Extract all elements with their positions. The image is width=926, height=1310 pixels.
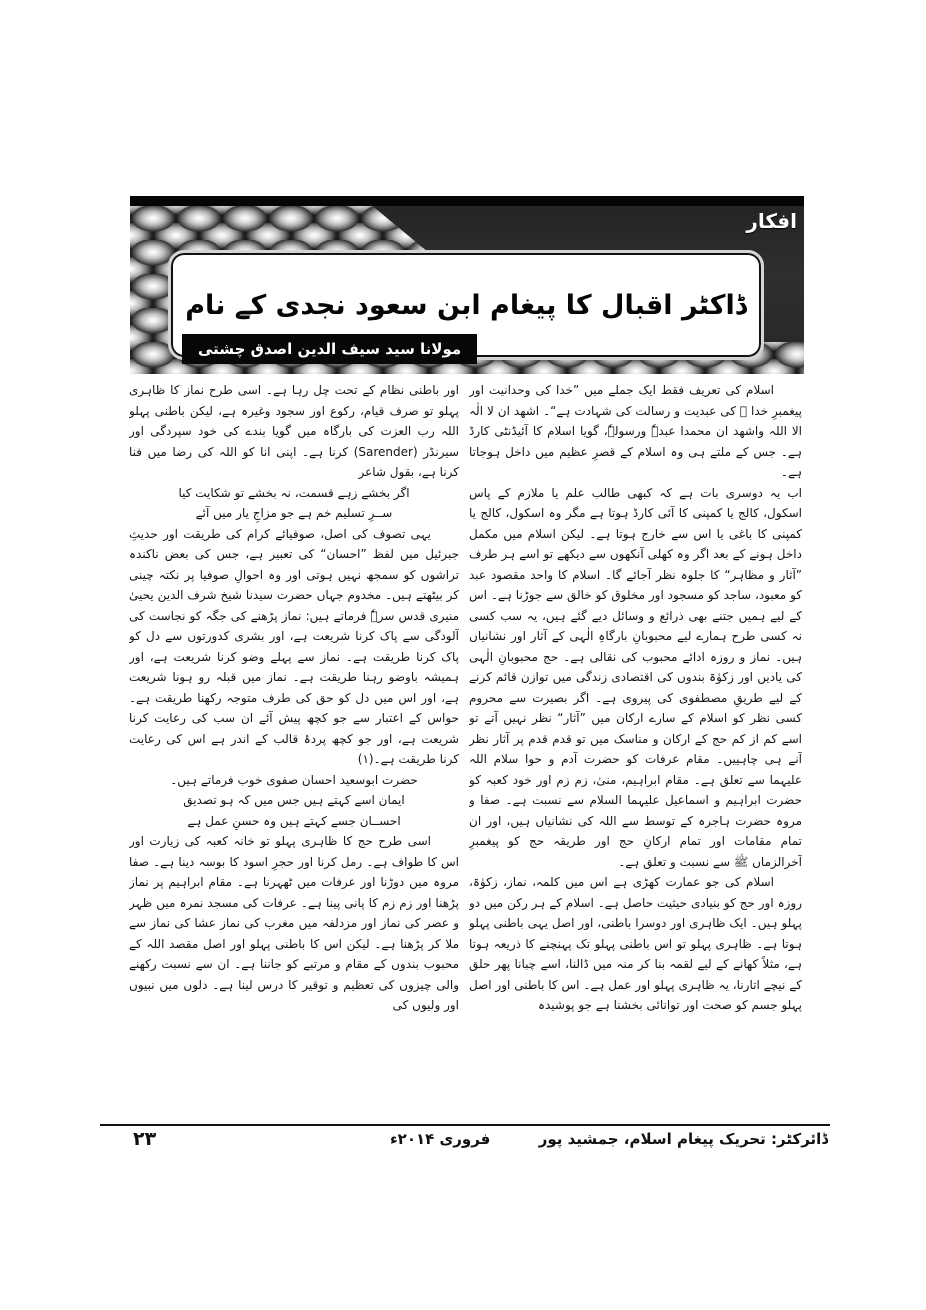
author-name: مولانا سید سیف الدین اصدق چشتی [182, 334, 477, 364]
section-label: افکار [746, 209, 797, 233]
article-block-para: اسی طرح حج کا ظاہری پہلو تو خانہ کعبہ کی زیارت اور اس کا طواف ہے۔ رمل کرنا اور حجرِ اسود کا بوسہ دینا ہے۔ صفا مروہ میں دوڑنا اور عرفات میں ٹھہرنا ہے۔ مقام ابراہیم پر نماز پڑھنا اور زم زم کا پانی پینا ہے۔ عرفات کی مسجد نمرہ میں ظہر و عصر کی نماز اور مزدلفہ میں مغرب کی نماز عشا کی نماز سے ملا کر پڑھنا ہے۔ لیکن اس کا باطنی پہلو اور اصل مقصد اللہ کے محبوب بندوں کے مقام و مرتبے کو جاننا ہے۔ ان سے نسبت رکھنے والی چیزوں کی تعظیم و توقیر کا درس لینا ہے۔ دلوں میں نبیوں اور ولیوں کی [129, 834, 459, 1012]
footer-byline: ڈائرکٹر: تحریک پیغام اسلام، جمشید پور [538, 1130, 828, 1148]
article-header-banner [130, 196, 804, 374]
footer-divider [100, 1124, 830, 1126]
article-block-para: اسلام کی تعریف فقط ایک جملے میں ”خدا کی وحدانیت اور پیغمبرِ خدا ﷺ کی عبدیت و رسالت کی شہادت ہے“۔ اشھد ان لا الٰہ الا اللہ واشھد ان محمدا عبدہٗ ورسولہٗ، گویا اسلام کا آئیڈنٹی کارڈ ہے۔ جس کے ملتے ہی وہ اسلام کے قصرِ عظیم میں داخل ہوجاتا ہے۔ [469, 383, 802, 479]
article-block-flow: اور باطنی نظام کے تحت چل رہا ہے۔ اسی طرح نماز کا ظاہری پہلو تو صرف قیام، رکوع اور سجود وغیرہ ہے، لیکن باطنی پہلو اللہ رب العزت کی بارگاہ میں گویا بندے کی خود سپردگی اور سیرنڈر (Sarender) کرنا ہے۔ اپنی انا کو اللہ کی رضا میں فنا کرنا ہے، بقول شاعر [129, 383, 459, 479]
article-title: ڈاکٹر اقبال کا پیغام ابن سعود نجدی کے نام [185, 289, 747, 321]
article-block-flow: اب یہ دوسری بات ہے کہ کبھی طالب علم یا ملازم کے پاس اسکول، کالج یا کمپنی کا آئی کارڈ ہوتا ہے مگر وہ اسکول، کالج یا کمپنی کا باغی یا اس سے خارج ہوتا ہے۔ لیکن اسلام میں مکمل داخل ہونے کے بعد اگر وہ کھلی آنکھوں سے دیکھے تو اسے ہر طرف ”آثار و مظاہر“ کا جلوہ نظر آجائے گا۔ اسلام کا واحد مقصود عبد کو معبود، ساجد کو مسجود اور مخلوق کو خالق سے جوڑنا ہے۔ اس کے لیے ہمیں جتنے بھی ذرائع و وسائل دیے گئے ہیں، یہ سب کسی نہ کسی طرح ہمارے لیے محبوبانِ بارگاہِ الٰہی کے آثار اور نشانیاں ہیں۔ نماز و روزہ ادائے محبوب کی نقالی ہے۔ حج محبوبانِ الٰہی کی یادیں اور زکوٰۃ بندوں کی اقتصادی زندگی میں توازن قائم کرنے کے لیے طریقِ مصطفوی کی پیروی ہے۔ اگر بصیرت سے محروم کسی نظر کو اسلام کے سارے ارکان میں ”آثار“ نظر نہیں آتے تو اسے کم از کم حج کے ارکان و مناسک میں تو قدم قدم پر آثار نظر آنے ہی چاہییں۔ مقام عرفات کو حضرت آدم و حوا سلام اللہ علیہما سے تعلق ہے۔ مقام ابراہیم، منیٰ، زم زم اور خود کعبہ کو حضرت ابراہیم و اسماعیل علیہما السلام سے نسبت ہے۔ صفا و مروہ حضرت ہاجرہ کے توسط سے اللہ کی نشانیاں ہیں، اور ان تمام مقامات اور تمام ارکانِ حج اور طریقہ حج کو پیغمبرِ آخرالزماں ﷺ سے نسبت و تعلق ہے۔ [469, 485, 802, 869]
article-block-verse: ایمان اسے کہتے ہیں جس میں کہ ہو تصدیق [183, 793, 405, 807]
column-left [129, 380, 459, 1120]
article-block-para: یہی تصوف کی اصل، صوفیائے کرام کی طریقت اور حدیثِ جبرئیل میں لفظ ”احسان“ کی تعبیر ہے، جس کی بعض ناکندہ تراشوں کو سمجھ نہیں ہوتی اور وہ احوالِ صوفیا پر نکتہ چینی کر بیٹھتے ہیں۔ مخدوم جہاں حضرت سیدنا شیخ شرف الدین یحییٰ منیری قدس سرہٗ فرماتے ہیں: نماز پڑھنے کی جگہ کو نجاست کی آلودگی سے پاک کرنا شریعت ہے، اور بشری کدورتوں سے دل کو پاک کرنا طریقت ہے۔ نماز سے پہلے وضو کرنا شریعت ہے، اور ہمیشہ باوضو رہنا طریقت ہے۔ نماز میں قبلہ رو ہونا شریعت ہے، اور اس میں دل کو حق کی طرف متوجہ رکھنا طریقت ہے۔ حواس کے اعتبار سے جو کچھ پیش آئے ان سب کی رعایت کرنا شریعت ہے، اور جو کچھ پردۂ قالب کے اندر ہے اس کی رعایت کرنا طریقت ہے۔(۱) [129, 526, 459, 766]
article-block-lead: حضرت ابوسعید احسان صفوی خوب فرماتے ہیں۔ [170, 772, 418, 787]
article-block-verse: احســان جسے کہتے ہیں وہ حسنِ عمل ہے [187, 813, 401, 828]
column-right [469, 380, 802, 1120]
footer-issue-date: فروری ۲۰۱۴ء [390, 1130, 491, 1148]
page-number: ۲۳ [133, 1128, 157, 1150]
header-top-bar [130, 196, 804, 206]
article-block-verse: اگر بخشے زہے قسمت، نہ بخشے تو شکایت کیا [178, 485, 410, 500]
article-block-verse: ســرِ تسلیم خم ہے جو مزاجِ یار میں آئے [195, 506, 393, 520]
article-block-para: اسلام کی جو عمارت کھڑی ہے اس میں کلمہ، نماز، زکوٰۃ، روزہ اور حج کو بنیادی حیثیت حاصل ہے۔ اسلام کے ہر رکن میں دو پہلو ہیں۔ ایک ظاہری اور دوسرا باطنی، اور اصل یہی باطنی پہلو ہوتا ہے۔ ظاہری پہلو تو اس باطنی پہلو تک پہنچنے کا ذریعہ ہوتا ہے، مثلاً کھانے کے لیے لقمہ بنا کر منہ میں ڈالنا، اسے چبانا پھر حلق کے نیچے اتارنا، یہ ظاہری پہلو اور عمل ہے۔ اس کا باطنی اور اصل پہلو جسم کو صحت اور توانائی بخشنا ہے جو پوشیدہ [469, 875, 802, 1012]
